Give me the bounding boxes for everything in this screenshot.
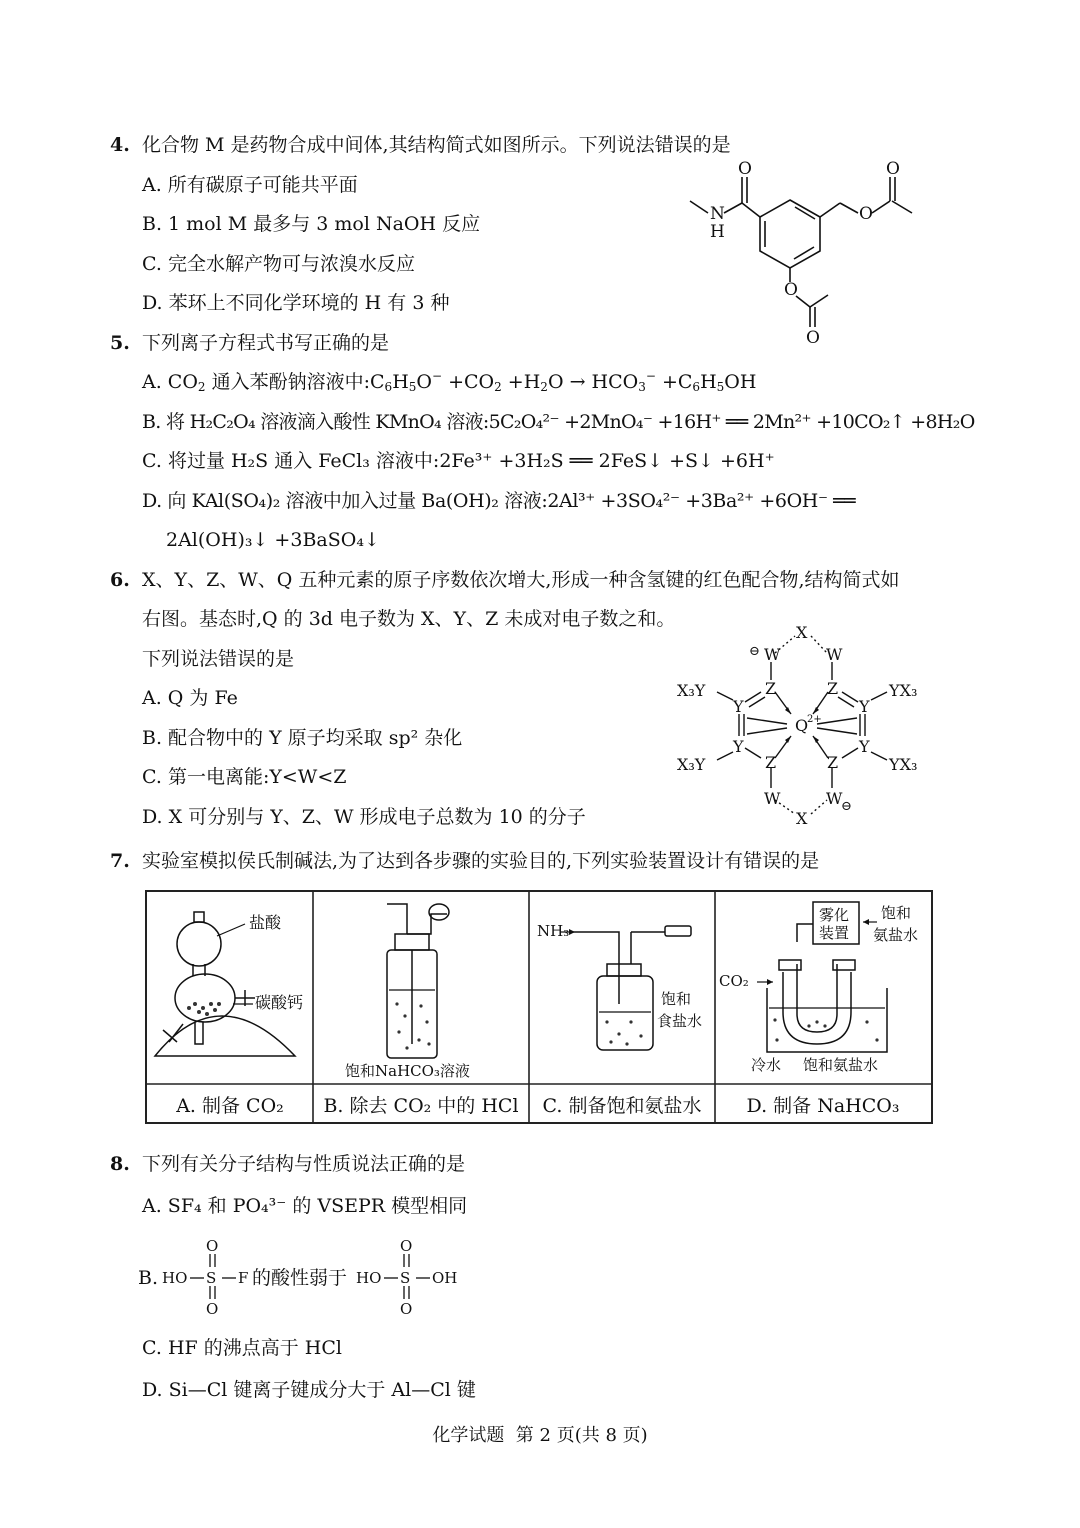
- q7-apparatus-table: [145, 890, 933, 1124]
- q6-y-label: Y: [733, 737, 744, 756]
- q6-stem-line3: 下列说法错误的是: [142, 648, 295, 670]
- q6-x3y-label: X₃Y: [677, 755, 706, 774]
- q8-option-d: D. Si—Cl 键离子键成分大于 Al—Cl 键: [142, 1379, 476, 1401]
- q8-fluorosulfonic-acid-structure: [160, 1236, 250, 1320]
- q8-o-label: O: [400, 1300, 413, 1318]
- q8-option-b-comparison: 的酸性弱于: [252, 1267, 348, 1289]
- q6-w-label: W: [826, 645, 843, 664]
- q5-option-d-continued: 2Al(OH)₃↓ +3BaSO₄↓: [166, 529, 380, 551]
- q6-minus-top-icon: ⊖: [749, 644, 760, 659]
- q6-yx3-label: YX₃: [889, 755, 918, 774]
- apparatus-d-co2-label: CO₂: [719, 972, 749, 990]
- q4-option-a: A. 所有碳原子可能共平面: [142, 174, 358, 196]
- apparatus-a-kipp-generator: [149, 894, 311, 1082]
- q6-z-label: Z: [827, 753, 839, 772]
- q6-number: 6.: [110, 569, 130, 591]
- q8-s-label: S: [400, 1269, 411, 1287]
- q8-ho-label: HO: [356, 1269, 382, 1287]
- q8-oh-label: OH: [432, 1269, 458, 1287]
- apparatus-c-brine-label-2: 食盐水: [657, 1012, 703, 1030]
- q4-o-bottom-label: O: [806, 328, 820, 345]
- apparatus-d-brine-label-2: 氨盐水: [873, 926, 919, 944]
- q6-x3y-label: X₃Y: [677, 681, 706, 700]
- apparatus-c-brine-label-1: 饱和: [661, 990, 692, 1008]
- q6-y-label: Y: [733, 697, 744, 716]
- q4-stem: 化合物 M 是药物合成中间体,其结构简式如图所示。下列说法错误的是: [142, 134, 731, 156]
- q4-h-label: H: [710, 222, 725, 242]
- q4-option-b: B. 1 mol M 最多与 3 mol NaOH 反应: [142, 213, 481, 235]
- q8-o-label: O: [206, 1300, 219, 1318]
- q6-option-b: B. 配合物中的 Y 原子均采取 sp² 杂化: [142, 727, 463, 749]
- q8-f-label: F: [238, 1269, 249, 1287]
- q7-caption-d: D. 制备 NaHCO₃: [746, 1095, 900, 1117]
- q6-y-label: Y: [859, 737, 870, 756]
- q6-q-charge: 2+: [807, 714, 822, 725]
- q5-number: 5.: [110, 332, 130, 354]
- q6-z-label: Z: [765, 753, 777, 772]
- apparatus-a-hcl-label: 盐酸: [249, 913, 282, 932]
- apparatus-c-absorption-bottle: [531, 894, 713, 1082]
- q7-caption-a: A. 制备 CO₂: [176, 1095, 284, 1117]
- q6-stem-line2: 右图。基态时,Q 的 3d 电子数为 X、Y、Z 未成对电子数之和。: [142, 608, 676, 630]
- q4-option-c: C. 完全水解产物可与浓溴水反应: [142, 253, 415, 275]
- q8-ho-label: HO: [162, 1269, 188, 1287]
- q4-o-ring-label: O: [784, 280, 798, 300]
- q8-number: 8.: [110, 1153, 130, 1175]
- q4-o-acyl-label: O: [886, 159, 900, 179]
- q4-number: 4.: [110, 134, 130, 156]
- q6-complex-structure-diagram: [675, 618, 935, 830]
- q8-sulfuric-acid-structure: [354, 1236, 466, 1320]
- q4-option-d: D. 苯环上不同化学环境的 H 有 3 种: [142, 292, 450, 314]
- q6-option-d: D. X 可分别与 Y、Z、W 形成电子总数为 10 的分子: [142, 806, 586, 828]
- q8-o-label: O: [400, 1237, 413, 1255]
- apparatus-d-brine-label-1: 饱和: [881, 904, 912, 922]
- apparatus-b-solution-label: 饱和NaHCO₃溶液: [345, 1062, 470, 1080]
- q7-number: 7.: [110, 850, 130, 872]
- q4-structure-diagram: [680, 155, 940, 345]
- apparatus-d-atomizer-label-1: 雾化: [819, 906, 850, 924]
- q5-option-c: C. 将过量 H₂S 通入 FeCl₃ 溶液中:2Fe³⁺ +3H₂S ══ 2FeS↓ +S↓ +6H⁺: [142, 450, 775, 472]
- q8-o-label: O: [206, 1237, 219, 1255]
- q8-stem: 下列有关分子结构与性质说法正确的是: [142, 1153, 466, 1175]
- q7-caption-b: B. 除去 CO₂ 中的 HCl: [323, 1095, 519, 1117]
- q8-option-c: C. HF 的沸点高于 HCl: [142, 1337, 342, 1359]
- q6-x-top-label: X: [796, 623, 808, 642]
- apparatus-d-atomizer-label-2: 装置: [819, 924, 850, 942]
- q8-option-b-label: B.: [138, 1267, 159, 1289]
- q4-o-ester-label: O: [859, 204, 873, 224]
- q6-minus-bottom-icon: ⊖: [841, 799, 852, 814]
- q4-o-top-label: O: [738, 159, 752, 179]
- q6-x-bottom-label: X: [796, 809, 808, 828]
- q6-yx3-label: YX₃: [889, 681, 918, 700]
- q8-option-a: A. SF₄ 和 PO₄³⁻ 的 VSEPR 模型相同: [142, 1195, 468, 1217]
- q7-caption-c: C. 制备饱和氨盐水: [542, 1095, 702, 1117]
- q6-z-label: Z: [765, 679, 777, 698]
- q5-option-b: B. 将 H₂C₂O₄ 溶液滴入酸性 KMnO₄ 溶液:5C₂O₄²⁻ +2MnO₄⁻ +16H⁺ ══ 2Mn²⁺ +10CO₂↑ +8H₂O: [142, 411, 975, 433]
- q6-stem-line1: X、Y、Z、W、Q 五种元素的原子序数依次增大,形成一种含氢键的红色配合物,结构简式如: [142, 569, 900, 591]
- page-footer: 化学试题 第 2 页(共 8 页): [432, 1425, 648, 1446]
- apparatus-d-ammoniated-brine-label: 饱和氨盐水: [803, 1056, 879, 1074]
- q4-n-label: N: [710, 204, 725, 224]
- q6-w-label: W: [764, 645, 781, 664]
- apparatus-b-wash-bottle: [315, 894, 527, 1082]
- q8-s-label: S: [206, 1269, 217, 1287]
- q6-option-a: A. Q 为 Fe: [142, 687, 238, 709]
- q6-w-label: W: [764, 789, 781, 808]
- q7-stem: 实验室模拟侯氏制碱法,为了达到各步骤的实验目的,下列实验装置设计有错误的是: [142, 850, 820, 872]
- apparatus-a-caco3-label: 碳酸钙: [255, 993, 304, 1012]
- q6-z-label: Z: [827, 679, 839, 698]
- q6-w-label: W: [826, 789, 843, 808]
- apparatus-c-nh3-label: NH₃: [537, 922, 570, 940]
- q5-option-d: D. 向 KAl(SO₄)₂ 溶液中加入过量 Ba(OH)₂ 溶液:2Al³⁺ +3SO₄²⁻ +3Ba²⁺ +6OH⁻ ══: [142, 490, 856, 512]
- apparatus-d-nahco3-setup: [717, 894, 931, 1082]
- q6-option-c: C. 第一电离能:Y<W<Z: [142, 766, 347, 788]
- q5-stem: 下列离子方程式书写正确的是: [142, 332, 390, 354]
- q6-y-label: Y: [859, 697, 870, 716]
- q5-option-a: A. $CO_2$ 通入苯酚钠溶液中$:C_6H_5O^- +CO_2 +H_2O \to HCO_3^- +C_6H_5OH$: [142, 369, 757, 394]
- q6-q-label: Q: [795, 716, 809, 735]
- reaction-arrow-icon: →: [569, 371, 586, 393]
- apparatus-d-cold-water-label: 冷水: [751, 1056, 782, 1074]
